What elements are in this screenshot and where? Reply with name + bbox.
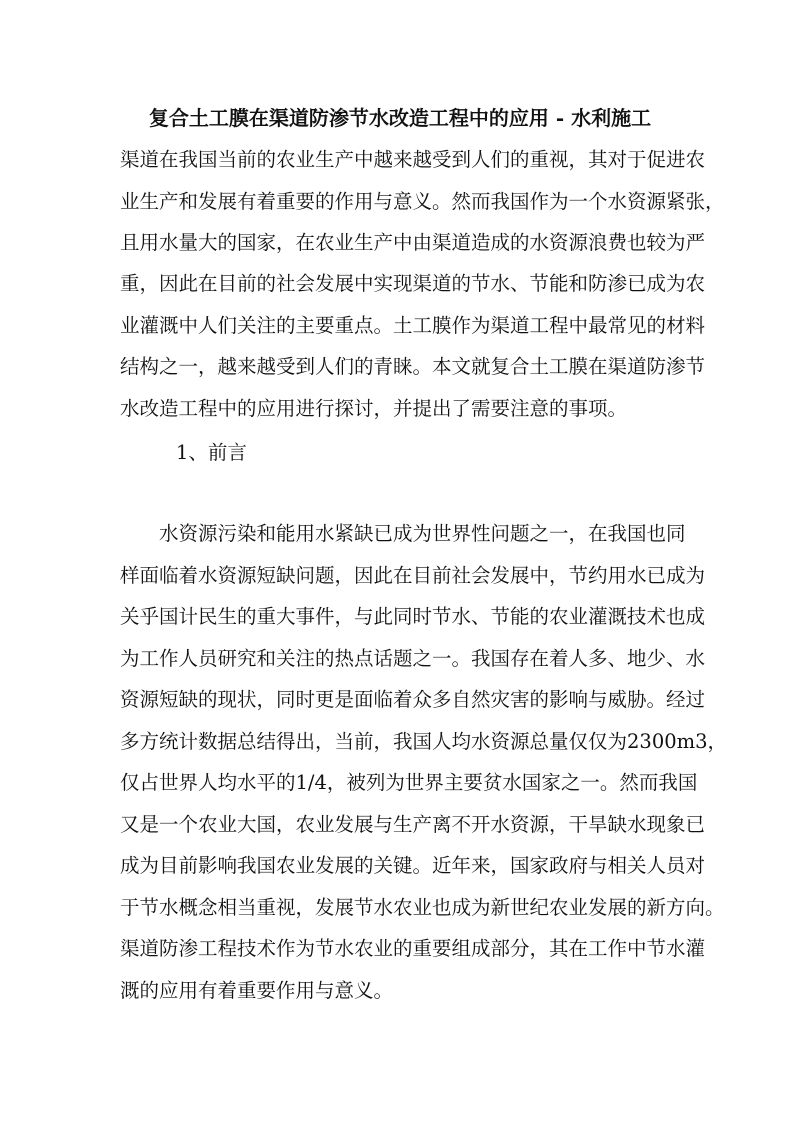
intro-line: 且用水量大的国家，在农业生产中由渠道造成的水资源浪费也较为严 <box>120 231 706 254</box>
document-title: 复合土工膜在渠道防渗节水改造工程中的应用 - 水利施工 <box>148 106 652 130</box>
body-line: 多方统计数据总结得出，当前，我国人均水资源总量仅仅为2300m3， <box>120 730 728 753</box>
body-line: 关乎国计民生的重大事件，与此同时节水、节能的农业灌溉技术也成 <box>120 605 706 628</box>
intro-line: 业生产和发展有着重要的作用与意义。然而我国作为一个水资源紧张， <box>120 190 725 213</box>
body-line: 仅占世界人均水平的1/4，被列为世界主要贫水国家之一。然而我国 <box>120 771 698 794</box>
body-line: 样面临着水资源短缺问题，因此在目前社会发展中，节约用水已成为 <box>120 564 706 587</box>
section-heading: 1、前言 <box>176 441 247 464</box>
intro-line: 结构之一，越来越受到人们的青睐。本文就复合土工膜在渠道防渗节 <box>120 355 706 378</box>
body-line: 资源短缺的现状，同时更是面临着众多自然灾害的影响与威胁。经过 <box>120 688 706 711</box>
body-line: 又是一个农业大国，农业发展与生产离不开水资源，干旱缺水现象已 <box>120 813 706 836</box>
intro-line: 业灌溉中人们关注的主要重点。土工膜作为渠道工程中最常见的材料 <box>120 314 706 337</box>
body-line: 于节水概念相当重视，发展节水农业也成为新世纪农业发展的新方向。 <box>120 896 725 919</box>
body-line: 水资源污染和能用水紧缺已成为世界性问题之一，在我国也同 <box>120 522 686 545</box>
intro-line: 渠道在我国当前的农业生产中越来越受到人们的重视，其对于促进农 <box>120 148 706 171</box>
body-line: 为工作人员研究和关注的热点话题之一。我国存在着人多、地少、水 <box>120 647 706 670</box>
intro-line: 水改造工程中的应用进行探讨，并提出了需要注意的事项。 <box>120 397 628 420</box>
body-line: 渠道防渗工程技术作为节水农业的重要组成部分，其在工作中节水灌 <box>120 937 706 960</box>
body-line: 成为目前影响我国农业发展的关键。近年来，国家政府与相关人员对 <box>120 854 706 877</box>
intro-line: 重，因此在目前的社会发展中实现渠道的节水、节能和防渗已成为农 <box>120 272 706 295</box>
body-line: 溉的应用有着重要作用与意义。 <box>120 979 394 1002</box>
